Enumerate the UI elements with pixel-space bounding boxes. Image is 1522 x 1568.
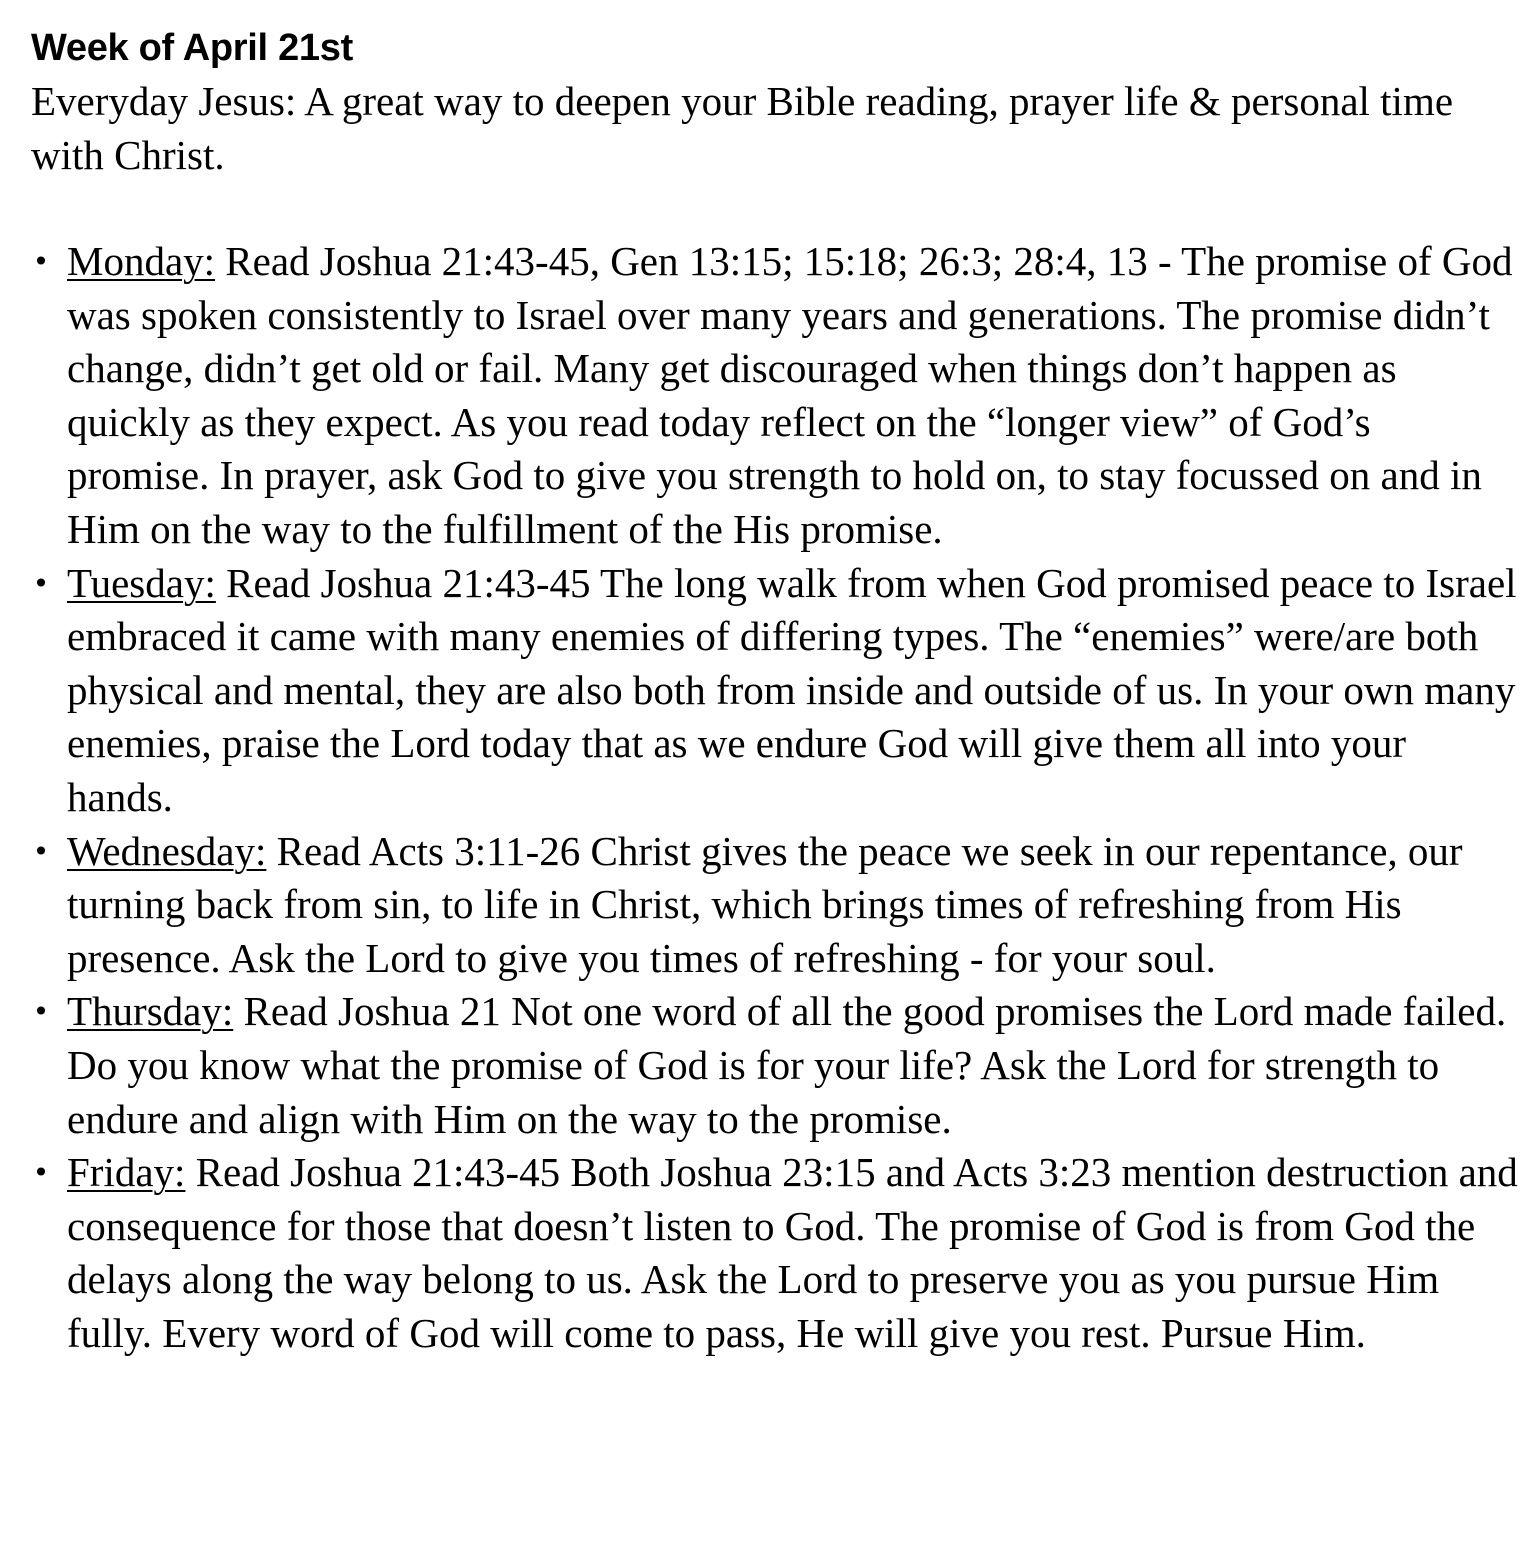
bullet-icon: • (32, 834, 50, 868)
day-label: Wednesday: (67, 827, 267, 874)
day-text: Read Joshua 21 Not one word of all the good promises the Lord made failed. Do you know what the promise of God is for your life? Ask the Lord for strength to endure and align with Him on the way to the promise. (67, 988, 1507, 1142)
day-text: Read Joshua 21:43-45 The long walk from when God promised peace to Israel embraced it came with many enemies of differing types. The “enemies” were/are both physical and mental, they are also both from inside and outside of us. In your own many enemies, praise the Lord today that as we endure God will give them all into your hands. (67, 559, 1517, 820)
intro-paragraph: Everyday Jesus: A great way to deepen your Bible reading, prayer life & personal time with Christ. (31, 78, 1454, 178)
day-text: Read Acts 3:11-26 Christ gives the peace we seek in our repentance, our turning back from sin, to life in Christ, which brings times of refreshing from His presence. Ask the Lord to give you times of refreshing - for your soul. (67, 827, 1463, 981)
day-text: Read Joshua 21:43-45, Gen 13:15; 15:18; 26:3; 28:4, 13 - The promise of God was spoken consistently to Israel over many years and generations. The promise didn’t change, didn’t get old or fail. Many get discouraged when things don’t happen as quickly as they expect. As you read today reflect on the “longer view” of God’s promise. In prayer, ask God to give you strength to hold on, to stay focussed on and in Him on the way to the fulfillment of the His promise. (67, 238, 1513, 552)
day-label: Thursday: (67, 988, 234, 1035)
list-item-wednesday (31, 825, 1519, 986)
list-item-thursday (31, 985, 1519, 1146)
day-label: Tuesday: (67, 559, 216, 606)
page-title: Week of April 21st (31, 27, 353, 69)
day-text: Read Joshua 21:43-45 Both Joshua 23:15 and Acts 3:23 mention destruction and consequence for those that doesn’t listen to God. The promise of God is from God the delays along the way belong to us. Ask the Lord to preserve you as you pursue Him fully. Every word of God will come to pass, He will give you rest. Pursue Him. (67, 1149, 1518, 1356)
bullet-icon: • (32, 245, 50, 278)
list-item-friday (31, 1146, 1519, 1360)
day-label: Friday: (67, 1149, 186, 1196)
daily-readings-list (31, 235, 1519, 1360)
list-item-tuesday (31, 557, 1519, 825)
document-page (31, 22, 1519, 1360)
bullet-icon: • (32, 566, 50, 600)
day-label: Monday: (67, 238, 216, 284)
bullet-icon: • (32, 995, 50, 1029)
list-item-monday (31, 235, 1519, 557)
bullet-icon: • (32, 1156, 50, 1190)
blank-line (31, 182, 1519, 235)
